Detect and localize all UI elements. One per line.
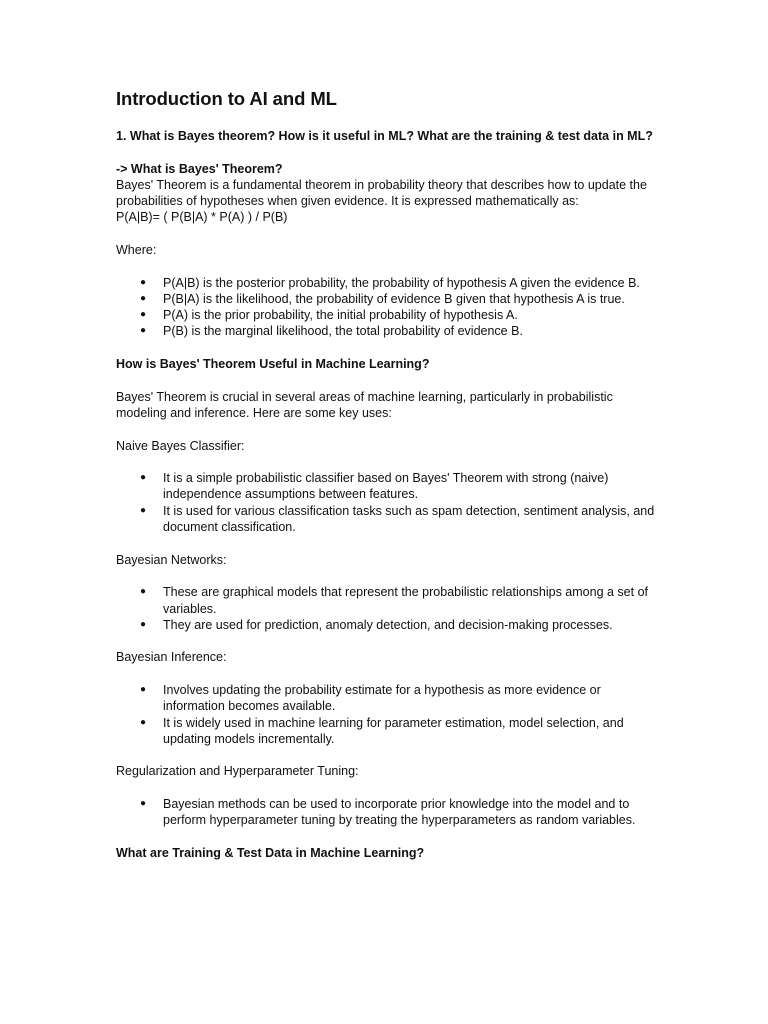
list-item: ● P(A|B) is the posterior probability, the probability of hypothesis A given the evidence B.	[140, 275, 640, 290]
document-page	[116, 86, 656, 861]
bullet-icon: ●	[140, 504, 147, 516]
bullet-icon: ●	[140, 586, 147, 598]
bullet-icon: ●	[140, 684, 147, 695]
document-title: Introduction to AI and ML	[116, 88, 337, 109]
list-item: ● They are used for prediction, anomaly detection, and decision-making processes.	[140, 617, 613, 632]
where-list	[116, 275, 656, 340]
useful-in-ml-heading: How is Bayes' Theorem Useful in Machine Learning?	[116, 357, 430, 372]
question-heading: 1. What is Bayes theorem? How is it useful in ML? What are the training & test data in ML?	[116, 129, 653, 143]
list-item: ● Bayesian methods can be used to incorporate prior knowledge into the model and to perform hyperparameter tuning by treating the hyperparameters as random variables.	[140, 797, 636, 828]
bullet-icon: ●	[140, 325, 147, 337]
list-item: ● These are graphical models that represent the probabilistic relationships among a set of variables.	[140, 585, 648, 616]
bullet-icon: ●	[140, 276, 147, 288]
useful-intro: Bayes' Theorem is crucial in several areas of machine learning, particularly in probabilistic modeling and inference. Here are some key uses:	[116, 389, 613, 420]
training-test-heading: What are Training & Test Data in Machine Learning?	[116, 845, 425, 860]
where-label: Where:	[116, 242, 157, 257]
group-label-regularization: Regularization and Hyperparameter Tuning:	[116, 764, 359, 779]
group-label-bayesian-inference: Bayesian Inference:	[116, 650, 227, 665]
spacer	[116, 747, 656, 763]
bayes-formula: P(A|B)= ( P(B|A) * P(A) ) / P(B)	[116, 210, 288, 225]
spacer	[116, 535, 656, 551]
spacer	[116, 633, 656, 649]
spacer	[116, 226, 656, 242]
naive-bayes-list	[116, 470, 656, 535]
bullet-icon: ●	[140, 309, 147, 321]
bayes-theorem-description: Bayes' Theorem is a fundamental theorem in probability theory that describes how to update the probabilities of hypotheses when given evidence. It is expressed mathematically as:	[116, 177, 647, 209]
bullet-icon: ●	[140, 618, 147, 630]
list-item: ● It is widely used in machine learning for parameter estimation, model selection, and updating models incrementally.	[140, 715, 624, 746]
bayesian-inference-list	[116, 682, 656, 747]
group-label-bayesian-networks: Bayesian Networks:	[116, 552, 227, 567]
spacer	[116, 829, 656, 845]
bullet-icon: ●	[140, 798, 147, 810]
group-label-naive-bayes: Naive Bayes Classifier:	[116, 438, 245, 453]
bullet-icon: ●	[140, 716, 147, 728]
bullet-icon: ●	[140, 292, 147, 304]
bayes-theorem-heading: -> What is Bayes' Theorem?	[116, 161, 283, 176]
spacer	[116, 372, 656, 388]
list-item: ● P(B) is the marginal likelihood, the total probability of evidence B.	[140, 324, 523, 339]
list-item: ● P(B|A) is the likelihood, the probability of evidence B given that hypothesis A is true.	[140, 291, 625, 306]
list-item: ● Involves updating the probability estimate for a hypothesis as more evidence or information becomes available.	[140, 683, 601, 714]
list-item: ● P(A) is the prior probability, the initial probability of hypothesis A.	[140, 308, 518, 323]
list-item: ● It is used for various classification tasks such as spam detection, sentiment analysis, and document classification.	[140, 503, 655, 535]
regularization-list	[116, 796, 656, 829]
bullet-icon: ●	[140, 472, 147, 484]
spacer	[116, 340, 656, 356]
list-item: ● It is a simple probabilistic classifier based on Bayes' Theorem with strong (naive) independence assumptions between features.	[140, 471, 609, 502]
bayesian-networks-list	[116, 584, 656, 633]
spacer	[116, 421, 656, 437]
